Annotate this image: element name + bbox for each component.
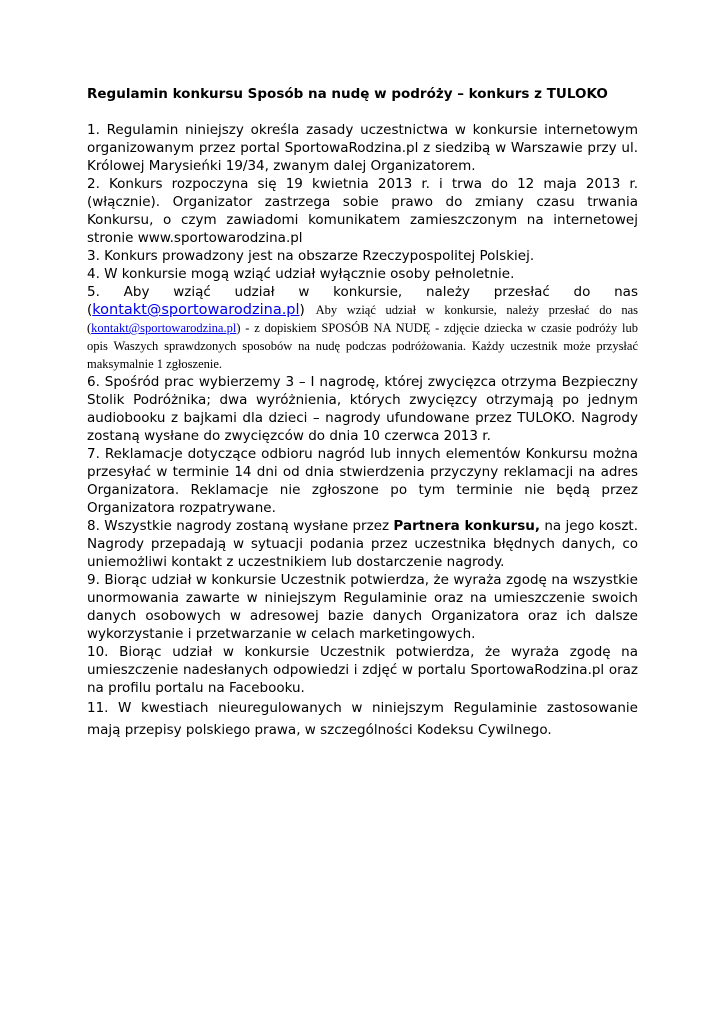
paragraph-8-after: na jego koszt. Nagrody przepadają w sytuacji podania przez uczestnika błędnych danych, co uniemożliwi kontakt z uczestnikiem lub dostarczenie nagrody. [87,518,638,570]
paragraph-5-serif-intro: Aby wziąć udział w konkursie, należy przesłać do nas ( [87,303,638,335]
paragraph-5-close: ) [299,302,316,318]
paragraph-11: 11. W kwestiach nieuregulowanych w niniejszym Regulaminie zastosowanie mają przepisy polskiego prawa, w szczególności Kodeksu Cywilnego. [87,700,638,738]
paragraph-5 [87,283,638,373]
paragraph-5-serif-rest: ) - z dopiskiem SPOSÓB NA NUDĘ - zdjęcie dziecka w czasie podróży lub opis Waszych sprawdzonych sposobów na nudę podczas podróżowania. Każdy uczestnik może przysłać maksymalnie 1 zgłoszenie. [87,321,638,371]
email-link-secondary[interactable]: kontakt@sportowarodzina.pl [91,321,237,335]
paragraph-1: 1. Regulamin niniejszy określa zasady uczestnictwa w konkursie internetowym organizowanym przez portal SportowaRodzina.pl z siedzibą w Warszawie przy ul. Królowej Marysieńki 19/34, zwanym dalej Organizatorem. [87,122,638,174]
paragraph-5-intro: 5. Aby wziąć udział w konkursie, należy przesłać do nas ( [87,284,638,318]
paragraph-9: 9. Biorąc udział w konkursie Uczestnik potwierdza, że wyraża zgodę na wszystkie unormowania zawarte w niniejszym Regulaminie oraz na umieszczenie swoich danych osobowych w adresowej bazie danych Organizatora oraz ich dalsze wykorzystanie i przetwarzanie w celach marketingowych. [87,572,638,642]
paragraph-8-before: 8. Wszystkie nagrody zostaną wysłane przez [87,518,394,534]
document-title: Regulamin konkursu Sposób na nudę w podróży – konkurs z TULOKO [87,86,608,102]
email-link-primary[interactable]: kontakt@sportowarodzina.pl [92,302,300,318]
paragraph-6: 6. Spośród prac wybierzemy 3 – I nagrodę, której zwycięzca otrzyma Bezpieczny Stolik Podróżnika; dwa wyróżnienia, których zwycięzcy otrzymają po jednym audiobooku z bajkami dla dzieci – nagrody ufundowane przez TULOKO. Nagrody zostaną wysłane do zwycięzców do dnia 10 czerwca 2013 r. [87,374,638,444]
paragraph-2: 2. Konkurs rozpoczyna się 19 kwietnia 2013 r. i trwa do 12 maja 2013 r. (włącznie). Organizator zastrzega sobie prawo do zmiany czasu trwania Konkursu, o czym zawiadomi komunikatem zamieszczonym na internetowej stronie www.sportowarodzina.pl [87,176,638,246]
partner-highlight: Partnera konkursu, [393,518,540,534]
paragraph-7: 7. Reklamacje dotyczące odbioru nagród lub innych elementów Konkursu można przesyłać w terminie 14 dni od dnia stwierdzenia przyczyny reklamacji na adres Organizatora. Reklamacje nie zgłoszone po tym terminie nie będą przez Organizatora rozpatrywane. [87,446,638,516]
paragraph-4: 4. W konkursie mogą wziąć udział wyłącznie osoby pełnoletnie. [87,266,515,282]
paragraph-8 [87,517,638,571]
paragraph-10: 10. Biorąc udział w konkursie Uczestnik potwierdza, że wyraża zgodę na umieszczenie nadesłanych odpowiedzi i zdjęć w portalu SportowaRodzina.pl oraz na profilu portalu na Facebooku. [87,644,638,696]
document-body [87,85,638,741]
paragraph-3: 3. Konkurs prowadzony jest na obszarze Rzeczypospolitej Polskiej. [87,248,535,264]
